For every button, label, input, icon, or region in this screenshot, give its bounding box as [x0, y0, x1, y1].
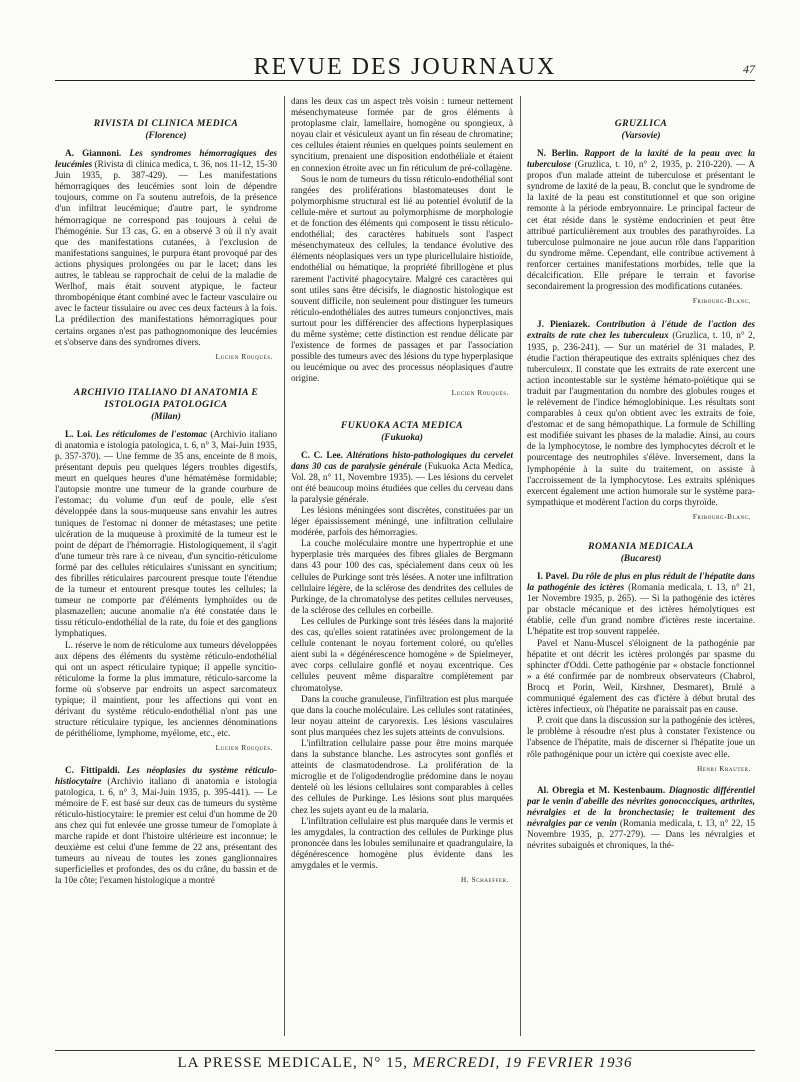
footer-text	[55, 1055, 755, 1072]
abstract-paragraph	[527, 785, 755, 852]
article-body: (Archivio italiano di anatomia e istologia patologica, t. 6, n° 3, Mai-Juin 1935, p. 395-441). — Le mémoire de F. est basé sur deux cas de tumeurs du système réticulo-histiocytaire: le premier est celui d'un homme de 20 ans chez qui fut enlevée une grosse tumeur de l'omoplate à marche rapide et dont l'histoire ultérieure est inconnue; le deuxième est celui d'une femme de 22 ans, présentant des tumeurs au niveau de toutes les zones ganglionnaires superficielles et profondes, des os du crâne, du bassin et de la 10e côte; l'examen histologique a montré	[55, 775, 277, 886]
abstract-paragraph	[527, 571, 755, 638]
abstract-paragraph	[291, 450, 513, 505]
abstract-paragraph	[55, 148, 277, 348]
article-title: Contribution à l'étude de l'action des extraits de rate chez les tuberculeux	[527, 319, 755, 341]
article-signature: Henri Krauter.	[696, 764, 751, 773]
column-3	[527, 96, 755, 1044]
article-author: I. Pavel.	[537, 571, 570, 581]
section-city: (Bucarest)	[620, 554, 662, 564]
section-city: (Varsovie)	[621, 131, 661, 141]
abstract-paragraph: Les lésions méningées sont discrètes, constituées par un léger épaississement méningé, une infiltration cellulaire modérée, parfois des hémorragies.	[291, 505, 513, 538]
abstract-paragraph: P. croit que dans la discussion sur la pathogénie des ictères, le problème à résoudre n'est plus à constater l'existence ou l'absence de l'hépatite, mais de discerner si l'hépatite joue un rôle pathogénique pour un ictère qui coexiste avec elle.	[527, 715, 755, 759]
abstract-paragraph: Dans la couche granuleuse, l'infiltration est plus marquée que dans la couche moléculaire. Les cellules sont ratatinées, leur noyau atteint de caryorexis. Les lésions vasculaires sont plus marquées chez les sujets atteints de convulsions.	[291, 693, 513, 737]
article-body: (Rivista di clinica medica, t. 36, nos 11-12, 15-30 Juin 1935, p. 387-429). — Les manifestations hémorragiques des leucémies sont loin de dépendre toujours, comme on l'a soutenu autrefois, de la présence d'un infiltrat leucémique; d'autre part, le syndrome hémorragique ne correspond pas toujours à celui de l'hémogénie. Sur 13 cas, G. en a observé 3 où il n'y avait que des manifestations cutanées, à l'exclusion de manifestations sanguines, le purpura étant provoqué par des actions physiques prolongées ou par le lacet; dans les autres, le tableau se rapprochait de celui de la maladie de Werlhof, mais était souvent atypique, le facteur thrombopénique étant combiné avec le facteur vasculaire ou avec le facteur tissulaire ou avec ces deux facteurs à la fois. La prédilection des manifestations hémorragiques pour certains organes n'est pas pathognomonique des leucémies et s'observe dans des syndromes divers.	[55, 159, 277, 347]
article-body: (Romania medicala, t. 13, n° 21, 1er Novembre 1935, p. 265). — Si la pathogénie des ictères par obstacle mécanique et des ictères hémolytiques est établie, celle d'un grand nombre d'ictères reste incertaine. L'hépatite est trop souvent rappelée.	[527, 582, 755, 637]
abstract-paragraph: La couche moléculaire montre une hypertrophie et une hyperplasie très marquées des fibres gliales de Bergmann dans 43 pour 100 des cas, spécialement dans ceux où les cellules de Purkinge sont très lésées. A noter une infiltration cellulaire légère, de la sclérose des dendrites des cellules de Purkinge, de la chromatolyse des petites cellules nerveuses, de la sclérose des cellules en corbeille.	[291, 538, 513, 615]
abstract-paragraph	[55, 765, 277, 887]
article-signature: Lucien Rouquès.	[215, 744, 273, 753]
article-title: Les néoplasies du système réticulo-histiocytaire	[55, 764, 277, 786]
article-title: Altérations histo-pathologiques du cervelet dans 30 cas de paralysie générale	[291, 449, 513, 471]
column-1	[55, 96, 277, 1044]
section-journal-name: ROMANIA MEDICALA	[588, 541, 694, 552]
abstract-paragraph: Pavel et Nanu-Muscel s'éloignent de la pathogénie par hépatite et ont décrit les ictères prolongés par spasme du sphincter d'Oddi. Cette pathogénie par « obstacle fonctionnel » a été confirmée par de nombreux observateurs (Chabrol, Brocq et Porin, Weil, Kirshner, Desmaret), Brulé a communiqué également des cas d'ictère à début brutal des ictères infectieux, où l'hépatite ne paraissait pas en cause.	[527, 637, 755, 715]
section-journal-name: GRUZLICA	[614, 118, 668, 129]
article-body: (Fukuoka Acta Medica, Vol. 28, n° 11, Novembre 1935). — Les lésions du cervelet ont été beaucoup moins étudiées que celles du cerveau dans la paralysie générale.	[291, 460, 513, 504]
column-2	[291, 96, 513, 1044]
page-footer	[55, 1050, 755, 1071]
article-author: N. Berlin.	[537, 148, 579, 158]
article-title: Les syndromes hémorragiques des leucémies	[55, 148, 277, 170]
article-body: (Archivio italiano di anatomia e istologia patologica, t. 6, n° 3, Mai-Juin 1935, p. 357-370). — Une femme de 35 ans, enceinte de 8 mois, présentant depuis peu quelques légers troubles digestifs, meurt en quelques heures d'une hématémèse formidable; l'autopsie montre une tumeur de la grande courbure de l'estomac; du volume d'un œuf de poule, elle s'est développée dans la sous-muqueuse sans envahir les autres tuniques de l'estomac ni donner de métastases; une petite ulcération de la muqueuse à proximité de la tumeur est le point de départ de l'hémorragie. Histologiquement, il s'agit d'une tumeur très rare à ce niveau, d'un syncitio-réticulome formé par des cellules réticulaires s'unissant en syncitium; des fibrilles réticulaires parcourent presque toute l'étendue de la tumeur et entourent presque toutes les cellules; la tumeur ne comporte par d'éléments lymphoïdes ou de plasmazellen; aucune anomalie n'a été constatée dans le tissu réticulo-endothélial de la rate, du foie et des ganglions lymphatiques.	[55, 428, 277, 639]
article-signature: Lucien Rouquès.	[215, 352, 273, 361]
section-rivista	[55, 118, 277, 363]
article-author: J. Pieniazek.	[537, 319, 591, 330]
article-author: L. Loi.	[65, 428, 93, 439]
section-fukuoka	[291, 420, 513, 887]
footer-journal: LA PRESSE MEDICALE, N° 15,	[177, 1055, 408, 1071]
article-title: Les réticulomes de l'estomac	[95, 428, 208, 439]
article-signature: Lucien Rouquès.	[451, 389, 509, 398]
abstract-paragraph	[527, 319, 755, 508]
article-signature: Fribourg-Blanc.	[692, 512, 751, 521]
section-journal-name: RIVISTA DI CLINICA MEDICA	[93, 118, 239, 129]
section-romania	[527, 541, 755, 775]
abstract-paragraph: L'infiltration cellulaire passe pour être moins marquée dans la substance blanche. Les astrocytes sont gonflés et atteints de clasmatodendrose. La prolifération de la microglie et de l'oligodendroglie prédomine dans le noyau dentelé où les lésions cellulaires sont comparables à celles des cellules de Purkinge. Les lésions sont plus marquées chez les sujets ayant eu de la malaria.	[291, 737, 513, 815]
section-archivio	[55, 387, 277, 755]
section-journal-name: ARCHIVIO ITALIANO DI ANATOMIA E ISTOLOGIA PATOLOGICA	[73, 386, 259, 410]
page-number: 47	[743, 62, 755, 76]
abstract-paragraph	[55, 429, 277, 640]
article-fittipaldi	[55, 765, 277, 887]
article-author: C. C. Lee.	[301, 449, 343, 460]
abstract-paragraph: L'infiltration cellulaire est plus marquée dans le vermis et les amygdales, la contraction des cellules de Purkinge plus prononcée dans les lobules semilunaire et quadrangulaire, la dégénérescence homogène plus évidente dans les amygdales et le vermis.	[291, 815, 513, 870]
abstract-paragraph: dans les deux cas un aspect très voisin : tumeur nettement mésenchymateuse formée par de gros éléments à protoplasme clair, lamellaire, homogène ou spongieux, à noyau clair et vésiculeux ayant un fin réseau de chromatine; ces cellules étaient réunies en quelques points seulement en syncitium, prenaient une disposition endothéliale et étaient en connexion étroite avec un fin réticulum de pré-collagène.	[291, 96, 513, 173]
journal-section-title: REVUE DES JOURNAUX	[253, 54, 557, 80]
header-rule	[55, 80, 755, 81]
article-title: Du rôle de plus en plus réduit de l'hépatite dans la pathogénie des ictères	[527, 571, 755, 593]
article-obregia	[527, 785, 755, 852]
section-gruzlica	[527, 118, 755, 307]
article-body: (Romania medicala, t. 13, n° 22, 15 Novembre 1935, p. 277-279). — Dans les névralgies et névrites subaiguës et chroniques, la thé-	[527, 817, 755, 851]
article-body: (Gruzlica, t. 10, n° 2, 1935, p. 236-241). — Sur un matériel de 31 malades, P. étudie l'action thérapeutique des extraits spléniques chez des tuberculeux. Il constate que les extraits de rate exercent une action incontestable sur le système hémato-poïétique qui se traduit par l'augmentation du nombre des globules rouges et le relèvement de l'indice hémoglobinique. Les résultats sont comparables à ceux qu'on obtient avec les extraits de foie, d'estomac et de sang hémopathique. La formule de Schilling est modifiée suivant les phases de la maladie. Ainsi, au cours de la lymphocytose, le nombre des lymphocytes décroît et le pourcentage des neutrophiles s'élève. Inversement, dans la lymphopénie à la suite du traitement, on assiste à l'accroissement de la lymphocytose. Les extraits spléniques exercent également une action humorale sur le système para-sympathique et modèrent l'action du corps thyroïde.	[527, 330, 755, 507]
article-title: Rapport de la laxité de la peau avec la tuberculose	[527, 148, 755, 170]
section-city: (Florence)	[145, 131, 187, 141]
section-journal-name: FUKUOKA ACTA MEDICA	[340, 419, 464, 431]
article-signature: H. Schaeffer.	[461, 876, 509, 885]
abstract-paragraph: L. réserve le nom de réticulome aux tumeurs développées aux dépens des éléments du système réticulo-endothélial qui ont un aspect réticulaire typique; il appelle syncitio-réticulome la forme la plus immature, réticulo-sarcome la forme où s'observe par endroits un aspect sarcomateux typique; il maintient, pour les affections qui vont en dérivant du système réticulo-endothélial n'ont pas une structure réticulaire typique, les anciennes dénominations de périthéliome, lymphome, myélome, etc., etc.	[55, 639, 277, 739]
article-title: Diagnostic différentiel par le venin d'abeille des névrites gonococciques, arthrites, névralgies et de la bronchectasie; le traitement des névralgies par ce venin	[527, 784, 755, 828]
article-body: (Gruzlica, t. 10, n° 2, 1935, p. 210-220). — A propos d'un malade atteint de tuberculose et présentant le syndrome de laxité de la peau, B. conclut que le syndrome de la laxité de la peau est constitutionnel et que son origine remonte à la période embryonnaire. Le principal facteur de cet état réside dans le système endocrinien et peut être attribué particulièrement aux troubles des parathyroïdes. La tuberculose pulmonaire ne joue aucun rôle dans l'apparition du syndrome même. Cependant, elle contribue activement à renforcer certaines manifestations morbides, telle que la décalcification. Elle prépare le terrain et favorise secondairement la progression des modifications cutanées.	[527, 159, 755, 292]
page-header	[55, 52, 755, 82]
article-pieniazek	[527, 319, 755, 523]
abstract-paragraph: Sous le nom de tumeurs du tissu réticulo-endothélial sont rangées des proliférations blastomateuses dont le polymorphisme structural est lié au potentiel évolutif de la cellule-mère et surtout au polymorphisme de morphologie et de fonction des éléments qui composent le tissu réticulo-endothélial; des caractères habituels sont l'aspect mésenchymateux des cellules, la tendance évolutive des éléments néoplasiques vers un type pluricellulaire histioïde, endothélial ou hématique, la propriété fibrillogène et plus rarement l'activité phagocytaire. Malgré ces caractères qui sont utiles sans être décisifs, le diagnostic histologique est souvent difficile, non seulement pour distinguer les tumeurs réticulo-endothéliales des autres tumeurs conjonctives, mais surtout pour les différencier des affections hyperplasiques du même système; cette distinction est rendue délicate par l'existence de formes de passages et par l'association possible des tumeurs avec des lésions du type hyperplasique ou leucémique ou avec des processus néoplasiques d'autre origine.	[291, 173, 513, 384]
article-author: A. Giannoni.	[65, 148, 122, 158]
section-city: (Fukuoka)	[381, 432, 423, 443]
abstract-paragraph: Les cellules de Purkinge sont très lésées dans la majorité des cas, qu'elles soient ratatinées avec prolongement de la cellule contenant le noyau fortement coloré, ou qu'elles aient subi la « dégénérescence homogène » de Spielmeyer, avec corps cellulaire gonflé et noyau excentrique. Ces cellules peuvent même disparaître complètement par chromatolyse.	[291, 615, 513, 693]
article-signature: Fribourg-Blanc.	[692, 297, 751, 306]
article-author: Al. Obregia et M. Kestenbaum.	[537, 784, 666, 795]
section-city: (Milan)	[151, 411, 181, 422]
article-author: C. Fittipaldi.	[65, 764, 120, 775]
article-columns	[55, 96, 755, 1044]
abstract-paragraph	[527, 148, 755, 292]
footer-date: MERCREDI, 19 FEVRIER 1936	[412, 1055, 633, 1071]
